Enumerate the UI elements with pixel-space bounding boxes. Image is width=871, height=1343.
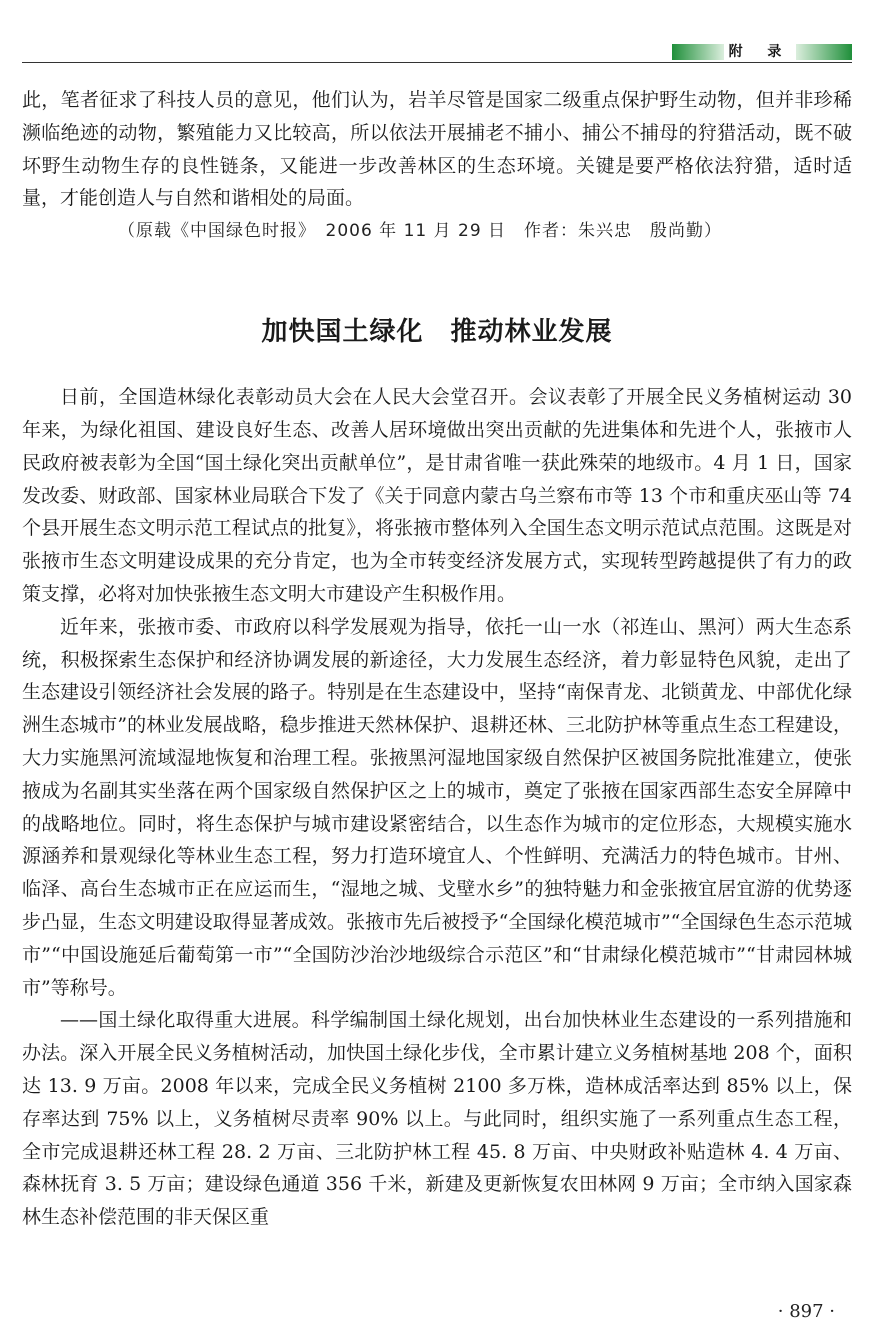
header-gradient-left xyxy=(672,44,724,60)
previous-article-paragraph: 此，笔者征求了科技人员的意见，他们认为，岩羊尽管是国家二级重点保护野生动物，但并非珍稀濒临绝迹的动物，繁殖能力又比较高，所以依法开展捕老不捕小、捕公不捕母的狩猎活动，既不破坏野生动物生存的良性链条，又能进一步改善林区的生态环境。关键是要严格依法狩猎，适时适量，才能创造人与自然和谐相处的局面。 xyxy=(22,89,852,210)
article-paragraph-2: 近年来，张掖市委、市政府以科学发展观为指导，依托一山一水（祁连山、黑河）两大生态系统，积极探索生态保护和经济协调发展的新途径，大力发展生态经济，着力彰显特色风貌，走出了生态建设引领经济社会发展的路子。特别是在生态建设中，坚持“南保青龙、北锁黄龙、中部优化绿洲生态城市”的林业发展战略，稳步推进天然林保护、退耕还林、三北防护林等重点生态工程建设，大力实施黑河流域湿地恢复和治理工程。张掖黑河湿地国家级自然保护区被国务院批准建立，使张掖成为名副其实坐落在两个国家级自然保护区之上的城市，奠定了张掖在国家西部生态安全屏障中的战略地位。同时，将生态保护与城市建设紧密结合，以生态作为城市的定位形态，大规模实施水源涵养和景观绿化等林业生态工程，努力打造环境宜人、个性鲜明、充满活力的特色城市。甘州、临泽、高台生态城市正在应运而生，“湿地之城、戈壁水乡”的独特魅力和金张掖宜居宜游的优势逐步凸显，生态文明建设取得显著成效。张掖市先后被授予“全国绿化模范城市”“全国绿色生态示范城市”“中国设施延后葡萄第一市”“全国防沙治沙地级综合示范区”和“甘肃绿化模范城市”“甘肃园林城市”等称号。 xyxy=(22,615,852,999)
header-gradient-right xyxy=(796,44,852,60)
article-title: 加快国土绿化 推动林业发展 xyxy=(261,317,613,348)
page-number: · 897 · xyxy=(777,1301,835,1322)
page-content xyxy=(22,84,852,1234)
article-paragraph-3: ——国土绿化取得重大进展。科学编制国土绿化规划，出台加快林业生态建设的一系列措施和办法。深入开展全民义务植树活动，加快国土绿化步伐，全市累计建立义务植树基地 208 个，面积达 13. 9 万亩。2008 年以来，完成全民义务植树 2100 多万株，造林成活率达到 85% 以上，保存率达到 75% 以上，义务植树尽责率 90% 以上。与此同时，组织实施了一系列重点生态工程，全市完成退耕还林工程 28. 2 万亩、三北防护林工程 45. 8 万亩、中央财政补贴造林 4. 4 万亩、森林抚育 3. 5 万亩；建设绿色通道 356 千米，新建及更新恢复农田林网 9 万亩；全市纳入国家森林生态补偿范围的非天保区重 xyxy=(22,1009,852,1229)
header-banner xyxy=(672,44,852,60)
article-paragraph-1: 日前，全国造林绿化表彰动员大会在人民大会堂召开。会议表彰了开展全民义务植树运动 30 年来，为绿化祖国、建设良好生态、改善人居环境做出突出贡献的先进集体和先进个人，张掖市人民政府被表彰为全国“国土绿化突出贡献单位”，是甘肃省唯一获此殊荣的地级市。4 月 1 日，国家发改委、财政部、国家林业局联合下发了《关于同意内蒙古乌兰察布市等 13 个市和重庆巫山等 74 个县开展生态文明示范工程试点的批复》，将张掖市整体列入全国生态文明示范试点范围。这既是对张掖市生态文明建设成果的充分肯定，也为全市转变经济发展方式，实现转型跨越提供了有力的政策支撑，必将对加快张掖生态文明大市建设产生积极作用。 xyxy=(22,386,852,605)
running-header xyxy=(22,40,852,64)
section-label: 附 录 xyxy=(724,44,796,60)
header-rule xyxy=(22,62,852,63)
source-citation: （原载《中国绿色时报》 2006 年 11 月 29 日 作者：朱兴忠 殷尚勤） xyxy=(118,221,723,242)
